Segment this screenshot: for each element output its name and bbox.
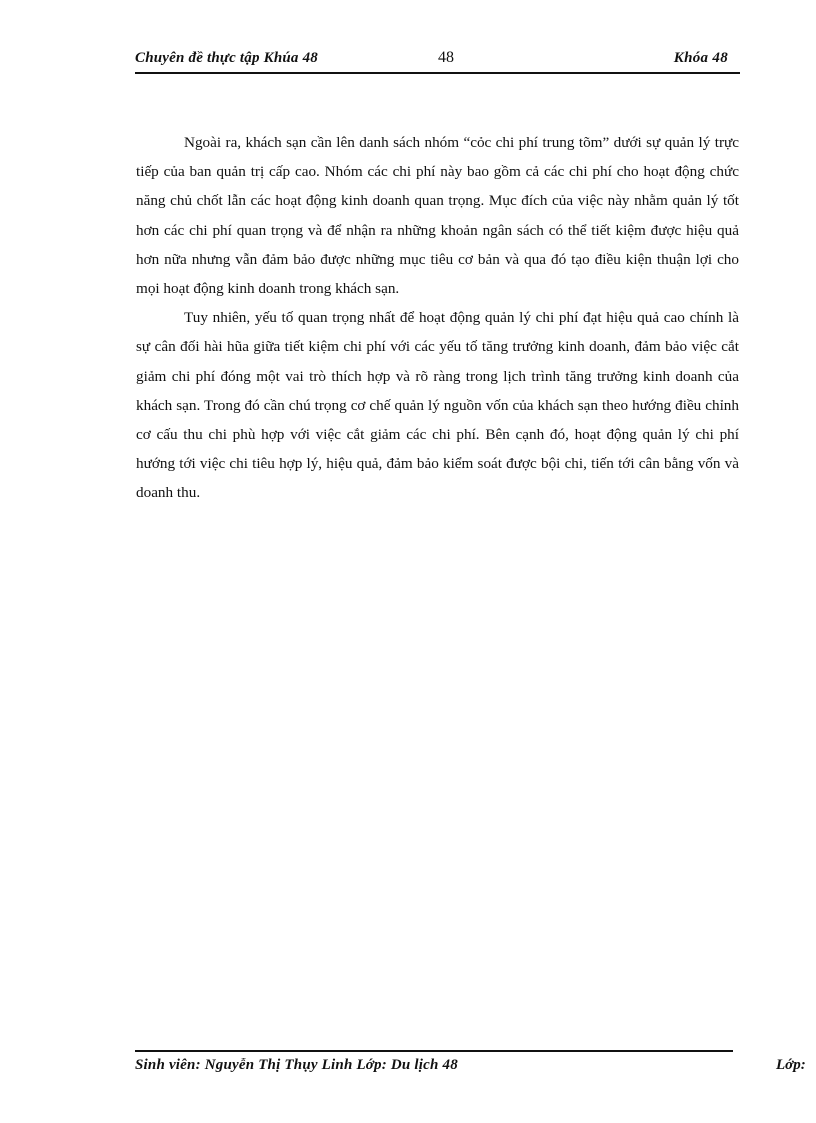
body-text bbox=[136, 128, 739, 508]
footer-student-info: Sinh viên: Nguyễn Thị Thụy Linh Lớp: Du lịch 48 bbox=[135, 1057, 458, 1073]
header-page-number: 48 bbox=[438, 49, 454, 66]
footer-divider bbox=[135, 1050, 733, 1052]
paragraph-1: Ngoài ra, khách sạn cần lên danh sách nhóm “cỏc chi phí trung tõm” dưới sự quản lý trực tiếp của ban quản trị cấp cao. Nhóm các chi phí này bao gồm cả các chi phí cho hoạt động chức năng chủ chốt lẫn các hoạt động kinh doanh quan trọng. Mục đích của việc này nhằm quản lý tốt hơn các chi phí quan trọng và để nhận ra những khoản ngân sách có thể tiết kiệm được hiệu quả hơn nữa nhưng vẫn đảm bảo được những mục tiêu cơ bản và qua đó tạo điều kiện thuận lợi cho mọi hoạt động kinh doanh trong khách sạn. bbox=[136, 134, 739, 298]
header-document-title: Chuyên đề thực tập Khúa 48 bbox=[135, 50, 318, 66]
footer-class-label: Lớp: bbox=[776, 1057, 806, 1073]
paragraph-2: Tuy nhiên, yếu tố quan trọng nhất để hoạt động quản lý chi phí đạt hiệu quả cao chính là sự cân đối hài hũa giữa tiết kiệm chi phí với các yếu tố tăng trưởng kinh doanh, đảm bảo việc cắt giảm chi phí đóng một vai trò thích hợp và rõ ràng trong lịch trình tăng trưởng kinh doanh của khách sạn. Trong đó cần chú trọng cơ chế quản lý nguồn vốn của khách sạn theo hướng điều chỉnh cơ cấu thu chi phù hợp với việc cắt giảm các chi phí. Bên cạnh đó, hoạt động quản lý chi phí hướng tới việc chi tiêu hợp lý, hiệu quả, đảm bảo kiểm soát được bội chi, tiến tới cân bằng vốn và doanh thu. bbox=[136, 309, 739, 502]
page-header bbox=[135, 48, 740, 74]
header-course-label: Khóa 48 bbox=[673, 50, 728, 66]
